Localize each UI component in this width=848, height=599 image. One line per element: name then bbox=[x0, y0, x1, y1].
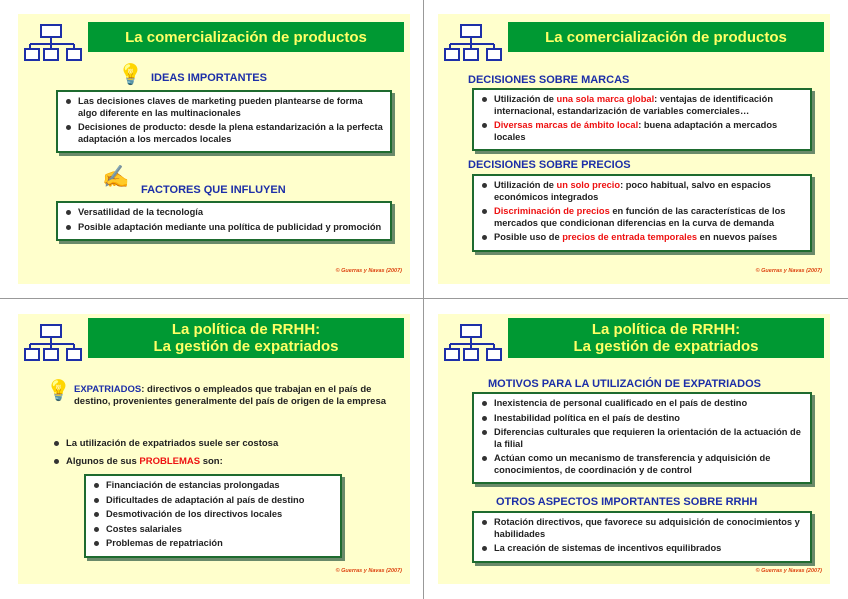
slide-title: La política de RRHH: La gestión de expatriados bbox=[508, 318, 824, 358]
section-heading: DECISIONES SOBRE PRECIOS bbox=[468, 159, 631, 171]
list-item: Financiación de estancias prolongadas bbox=[92, 480, 334, 492]
org-chart-icon bbox=[24, 324, 84, 362]
list-item: Inestabilidad política en el país de destino bbox=[480, 413, 804, 425]
list-item: Costes salariales bbox=[92, 524, 334, 536]
list-item: La utilización de expatriados suele ser costosa bbox=[52, 438, 392, 450]
list-item: Discriminación de precios en función de las características de los mercados que condicionan diferencias en la curva de demanda bbox=[480, 206, 804, 229]
list-item: Las decisiones claves de marketing pueden plantearse de forma algo diferente en las multinacionales bbox=[64, 96, 384, 119]
org-chart-icon bbox=[444, 24, 504, 62]
list-item: Algunos de sus PROBLEMAS son: bbox=[52, 456, 392, 468]
slide-title: La comercialización de productos bbox=[88, 22, 404, 52]
list-item: Utilización de una sola marca global: ventajas de identificación internacional, estandarización de variables comerciales… bbox=[480, 94, 804, 117]
list-item: Posible adaptación mediante una política de publicidad y promoción bbox=[64, 222, 384, 234]
list-item: Diferencias culturales que requieren la orientación de la actuación de la filial bbox=[480, 427, 804, 450]
slide-title: La política de RRHH: La gestión de expatriados bbox=[88, 318, 404, 358]
lightbulb-icon: 💡 bbox=[118, 64, 143, 86]
list-item: La creación de sistemas de incentivos equilibrados bbox=[480, 543, 804, 555]
pen-icon: ✍ bbox=[102, 164, 130, 189]
problems-box bbox=[84, 474, 342, 558]
page-divider-horizontal bbox=[0, 298, 848, 299]
slide-3 bbox=[18, 314, 410, 584]
list-item: Versatilidad de la tecnología bbox=[64, 207, 384, 219]
ideas-box bbox=[56, 90, 392, 153]
slide-4 bbox=[438, 314, 830, 584]
lightbulb-icon: 💡 bbox=[46, 380, 71, 402]
credit: © Guerras y Navas (2007) bbox=[755, 568, 822, 574]
credit: © Guerras y Navas (2007) bbox=[755, 268, 822, 274]
list-item: Actúan como un mecanismo de transferencia y adquisición de conocimientos, de coordinación y de control bbox=[480, 453, 804, 476]
section-heading: FACTORES QUE INFLUYEN bbox=[141, 184, 286, 196]
section-heading: DECISIONES SOBRE MARCAS bbox=[468, 74, 630, 86]
slide-title: La comercialización de productos bbox=[508, 22, 824, 52]
expatriates-definition: EXPATRIADOS: directivos o empleados que trabajan en el país de destino, provenientes generalmente del país de origen de la empresa bbox=[74, 384, 387, 407]
page-divider-vertical bbox=[423, 0, 424, 599]
other-aspects-box bbox=[472, 511, 812, 563]
list-item: Decisiones de producto: desde la plena estandarización a la perfecta adaptación a los mercados locales bbox=[64, 122, 384, 145]
list-item: Inexistencia de personal cualificado en el país de destino bbox=[480, 398, 804, 410]
slide-1 bbox=[18, 14, 410, 284]
list-item: Problemas de repatriación bbox=[92, 538, 334, 550]
org-chart-icon bbox=[24, 24, 84, 62]
section-heading: IDEAS IMPORTANTES bbox=[151, 72, 267, 84]
org-chart-icon bbox=[444, 324, 504, 362]
section-heading: MOTIVOS PARA LA UTILIZACIÓN DE EXPATRIADOS bbox=[488, 378, 761, 390]
list-item: Desmotivación de los directivos locales bbox=[92, 509, 334, 521]
brands-box bbox=[472, 88, 812, 151]
credit: © Guerras y Navas (2007) bbox=[335, 568, 402, 574]
motives-box bbox=[472, 392, 812, 484]
list-item: Utilización de un solo precio: poco habitual, salvo en espacios económicos integrados bbox=[480, 180, 804, 203]
factors-box bbox=[56, 201, 392, 241]
list-item: Diversas marcas de ámbito local: buena adaptación a mercados locales bbox=[480, 120, 804, 143]
list-item: Rotación directivos, que favorece su adquisición de conocimientos y habilidades bbox=[480, 517, 804, 540]
prices-box bbox=[472, 174, 812, 252]
list-item: Posible uso de precios de entrada temporales en nuevos países bbox=[480, 232, 804, 244]
slide-2 bbox=[438, 14, 830, 284]
credit: © Guerras y Navas (2007) bbox=[335, 268, 402, 274]
list-item: Dificultades de adaptación al país de destino bbox=[92, 495, 334, 507]
section-heading: OTROS ASPECTOS IMPORTANTES SOBRE RRHH bbox=[496, 496, 758, 508]
